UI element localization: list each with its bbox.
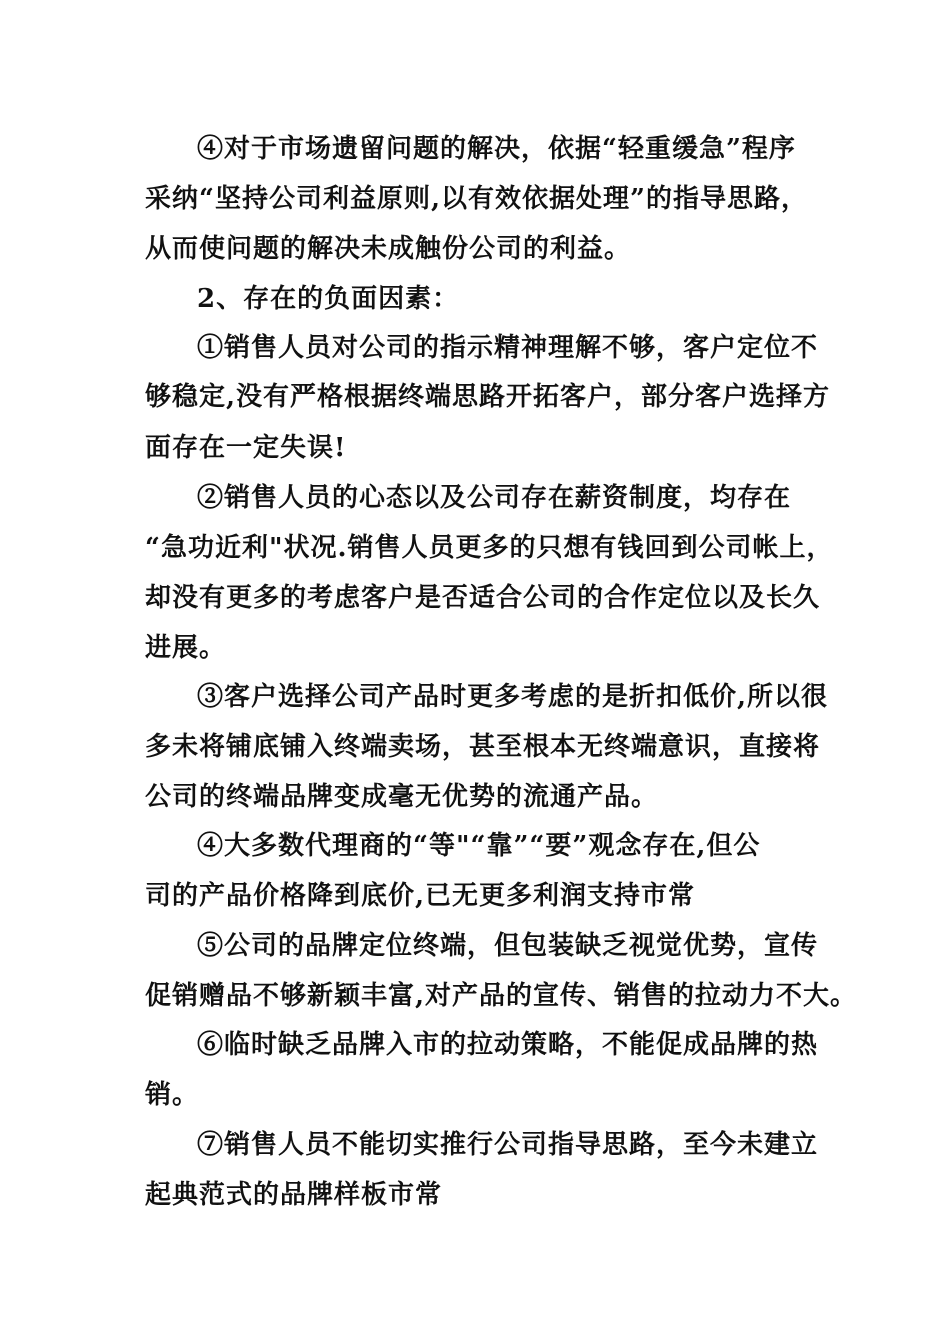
paragraph-7-line-1: ⑤公司的品牌定位终端，但包装缺乏视觉优势，宣传 <box>197 931 819 961</box>
paragraph-7-line-2: 促销赠品不够新颖丰富,对产品的宣传、销售的拉动力不大。 <box>145 981 858 1011</box>
paragraph-1-line-3: 从而使问题的解决未成触份公司的利益。 <box>145 234 632 264</box>
paragraph-8-line-2: 销。 <box>145 1080 200 1110</box>
paragraph-5-line-1: ③客户选择公司产品时更多考虑的是折扣低价,所以很 <box>197 682 829 712</box>
paragraph-9-line-2: 起典范式的品牌样板市常 <box>145 1180 443 1210</box>
paragraph-6-line-2: 司的产品价格降到底价,已无更多利润支持市常 <box>145 881 696 911</box>
paragraph-6-line-1: ④大多数代理商的“等"“靠”“要”观念存在,但公 <box>197 831 761 861</box>
paragraph-1-line-1: ④对于市场遗留问题的解决，依据“轻重缓急”程序 <box>197 134 796 164</box>
paragraph-4-line-1: ②销售人员的心态以及公司存在薪资制度，均存在 <box>197 483 792 513</box>
paragraph-4-line-4: 进展。 <box>145 633 227 663</box>
paragraph-1-line-2: 采纳“坚持公司利益原则,以有效依据处理”的指导思路， <box>145 184 808 214</box>
paragraph-5-line-2: 多未将铺底铺入终端卖场，甚至根本无终端意识，直接将 <box>145 732 821 762</box>
section-heading-negative-factors: 2、存在的负面因素： <box>197 284 460 314</box>
paragraph-3-line-3: 面存在一定失误! <box>145 433 347 463</box>
paragraph-8-line-1: ⑥临时缺乏品牌入市的拉动策略，不能促成品牌的热 <box>197 1030 819 1060</box>
paragraph-3-line-2: 够稳定,没有严格根据终端思路开拓客户，部分客户选择方 <box>145 382 831 412</box>
paragraph-5-line-3: 公司的终端品牌变成毫无优势的流通产品。 <box>145 782 659 812</box>
paragraph-4-line-3: 却没有更多的考虑客户是否适合公司的合作定位以及长久 <box>145 583 821 613</box>
paragraph-9-line-1: ⑦销售人员不能切实推行公司指导思路，至今未建立 <box>197 1130 819 1160</box>
paragraph-3-line-1: ①销售人员对公司的指示精神理解不够，客户定位不 <box>197 333 819 363</box>
paragraph-4-line-2: “急功近利"状况.销售人员更多的只想有钱回到公司帐上， <box>145 533 834 563</box>
